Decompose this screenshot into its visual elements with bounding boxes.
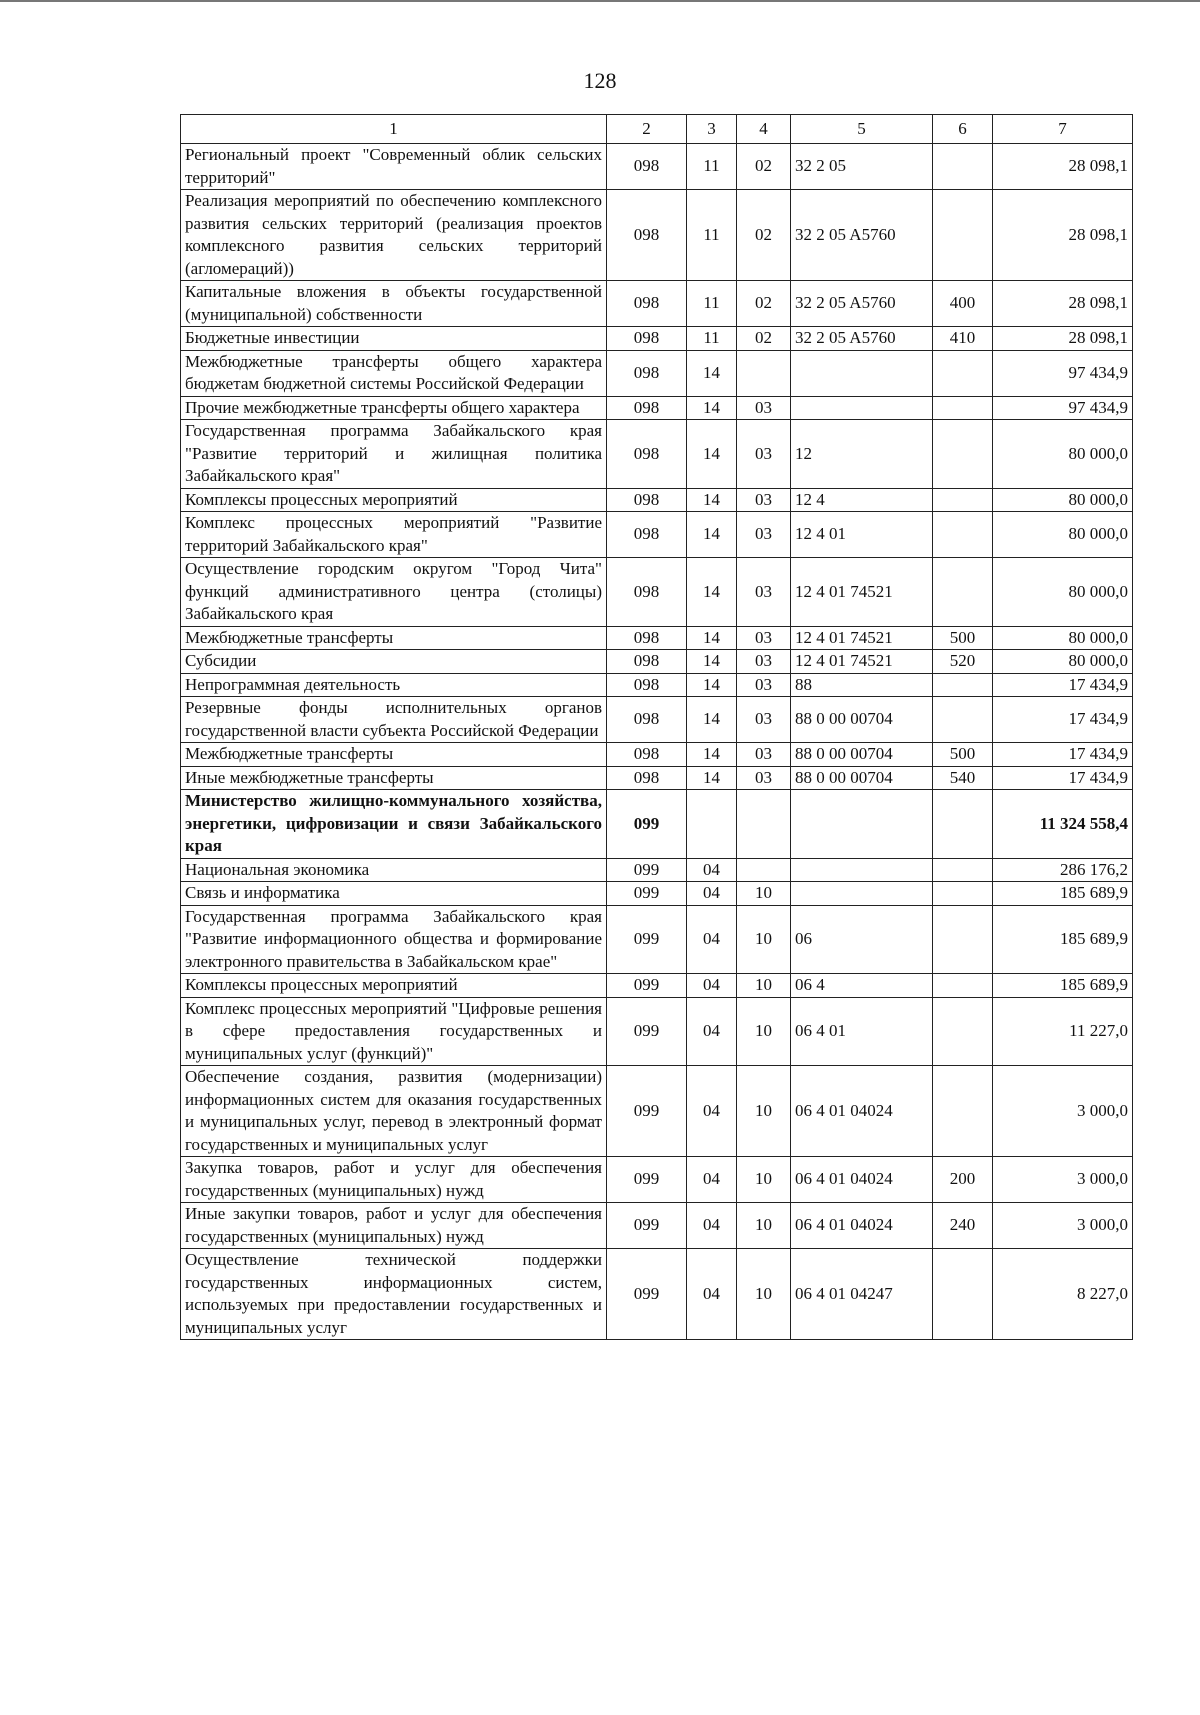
ministry-code-cell: 099 xyxy=(607,1203,687,1249)
section-code-cell: 14 xyxy=(687,697,737,743)
table-row xyxy=(181,974,1133,998)
amount-cell: 80 000,0 xyxy=(993,420,1133,489)
expense-name-cell: Иные межбюджетные трансферты xyxy=(181,766,607,790)
expense-name-cell: Резервные фонды исполнительных органов государственной власти субъекта Российской Федерации xyxy=(181,697,607,743)
column-header: 6 xyxy=(933,115,993,144)
table-row xyxy=(181,281,1133,327)
ministry-code-cell: 098 xyxy=(607,396,687,420)
table-row xyxy=(181,697,1133,743)
ministry-code-cell: 099 xyxy=(607,1066,687,1157)
expense-type-code-cell: 500 xyxy=(933,743,993,767)
expense-type-code-cell xyxy=(933,697,993,743)
amount-cell: 28 098,1 xyxy=(993,190,1133,281)
expense-name-cell: Реализация мероприятий по обеспечению комплексного развития сельских территорий (реализация проектов комплексного развития сельских территорий (агломераций)) xyxy=(181,190,607,281)
expense-type-code-cell: 400 xyxy=(933,281,993,327)
subsection-code-cell: 03 xyxy=(737,697,791,743)
subsection-code-cell: 03 xyxy=(737,673,791,697)
expense-name-cell: Государственная программа Забайкальского края "Развитие территорий и жилищная политика Забайкальского края" xyxy=(181,420,607,489)
table-row xyxy=(181,766,1133,790)
column-header: 2 xyxy=(607,115,687,144)
amount-cell: 8 227,0 xyxy=(993,1249,1133,1340)
table-row xyxy=(181,396,1133,420)
expense-type-code-cell: 540 xyxy=(933,766,993,790)
table-row xyxy=(181,512,1133,558)
amount-cell: 80 000,0 xyxy=(993,512,1133,558)
target-item-code-cell: 12 4 01 74521 xyxy=(791,650,933,674)
expense-type-code-cell xyxy=(933,858,993,882)
expense-name-cell: Межбюджетные трансферты общего характера бюджетам бюджетной системы Российской Федерации xyxy=(181,350,607,396)
table-row xyxy=(181,790,1133,859)
ministry-code-cell: 098 xyxy=(607,626,687,650)
table-row xyxy=(181,673,1133,697)
section-code-cell: 14 xyxy=(687,350,737,396)
ministry-code-cell: 099 xyxy=(607,882,687,906)
subsection-code-cell: 03 xyxy=(737,650,791,674)
ministry-code-cell: 099 xyxy=(607,997,687,1066)
ministry-code-cell: 098 xyxy=(607,697,687,743)
subsection-code-cell: 10 xyxy=(737,997,791,1066)
expense-name-cell: Межбюджетные трансферты xyxy=(181,626,607,650)
section-code-cell: 11 xyxy=(687,281,737,327)
subsection-code-cell: 02 xyxy=(737,144,791,190)
section-code-cell: 14 xyxy=(687,488,737,512)
expense-name-cell: Комплексы процессных мероприятий xyxy=(181,974,607,998)
section-code-cell: 04 xyxy=(687,905,737,974)
target-item-code-cell xyxy=(791,790,933,859)
subsection-code-cell: 03 xyxy=(737,512,791,558)
subsection-code-cell: 02 xyxy=(737,190,791,281)
expense-name-cell: Непрограммная деятельность xyxy=(181,673,607,697)
expense-name-cell: Комплексы процессных мероприятий xyxy=(181,488,607,512)
ministry-code-cell: 099 xyxy=(607,905,687,974)
expense-type-code-cell xyxy=(933,558,993,627)
expense-type-code-cell: 200 xyxy=(933,1157,993,1203)
ministry-code-cell: 098 xyxy=(607,766,687,790)
column-header: 7 xyxy=(993,115,1133,144)
subsection-code-cell: 02 xyxy=(737,281,791,327)
ministry-code-cell: 099 xyxy=(607,790,687,859)
target-item-code-cell: 12 4 01 74521 xyxy=(791,558,933,627)
expense-type-code-cell xyxy=(933,420,993,489)
amount-cell: 17 434,9 xyxy=(993,766,1133,790)
subsection-code-cell: 02 xyxy=(737,327,791,351)
ministry-code-cell: 098 xyxy=(607,281,687,327)
expense-name-cell: Связь и информатика xyxy=(181,882,607,906)
ministry-code-cell: 099 xyxy=(607,1249,687,1340)
section-code-cell xyxy=(687,790,737,859)
subsection-code-cell: 10 xyxy=(737,882,791,906)
table-row xyxy=(181,558,1133,627)
expense-name-cell: Комплекс процессных мероприятий "Цифровые решения в сфере предоставления государственных и муниципальных услуг (функций)" xyxy=(181,997,607,1066)
target-item-code-cell: 32 2 05 A5760 xyxy=(791,190,933,281)
expense-type-code-cell: 500 xyxy=(933,626,993,650)
expense-name-cell: Иные закупки товаров, работ и услуг для обеспечения государственных (муниципальных) нужд xyxy=(181,1203,607,1249)
expense-name-cell: Межбюджетные трансферты xyxy=(181,743,607,767)
subsection-code-cell: 03 xyxy=(737,626,791,650)
table-row xyxy=(181,1157,1133,1203)
amount-cell: 80 000,0 xyxy=(993,626,1133,650)
section-code-cell: 04 xyxy=(687,1157,737,1203)
table-row xyxy=(181,626,1133,650)
section-code-cell: 14 xyxy=(687,512,737,558)
target-item-code-cell xyxy=(791,858,933,882)
table-row xyxy=(181,1203,1133,1249)
target-item-code-cell: 32 2 05 A5760 xyxy=(791,327,933,351)
target-item-code-cell: 06 4 01 04024 xyxy=(791,1203,933,1249)
budget-table xyxy=(180,114,1133,1340)
expense-type-code-cell xyxy=(933,488,993,512)
target-item-code-cell: 12 xyxy=(791,420,933,489)
expense-type-code-cell xyxy=(933,882,993,906)
expense-name-cell: Обеспечение создания, развития (модернизации) информационных систем для оказания государственных и муниципальных услуг, перевод в электронный формат государственных и муниципальных услуг xyxy=(181,1066,607,1157)
target-item-code-cell xyxy=(791,396,933,420)
ministry-code-cell: 098 xyxy=(607,327,687,351)
table-row xyxy=(181,420,1133,489)
table-row xyxy=(181,350,1133,396)
amount-cell: 97 434,9 xyxy=(993,396,1133,420)
ministry-code-cell: 098 xyxy=(607,558,687,627)
subsection-code-cell: 10 xyxy=(737,1066,791,1157)
amount-cell: 80 000,0 xyxy=(993,650,1133,674)
amount-cell: 11 324 558,4 xyxy=(993,790,1133,859)
ministry-code-cell: 099 xyxy=(607,974,687,998)
ministry-code-cell: 098 xyxy=(607,144,687,190)
target-item-code-cell: 12 4 xyxy=(791,488,933,512)
section-code-cell: 04 xyxy=(687,997,737,1066)
table-row xyxy=(181,882,1133,906)
column-header: 3 xyxy=(687,115,737,144)
ministry-code-cell: 098 xyxy=(607,512,687,558)
subsection-code-cell xyxy=(737,858,791,882)
expense-name-cell: Осуществление технической поддержки государственных информационных систем, используемых при предоставлении государственных и муниципальных услуг xyxy=(181,1249,607,1340)
table-row xyxy=(181,327,1133,351)
amount-cell: 28 098,1 xyxy=(993,144,1133,190)
expense-name-cell: Капитальные вложения в объекты государственной (муниципальной) собственности xyxy=(181,281,607,327)
expense-type-code-cell: 520 xyxy=(933,650,993,674)
target-item-code-cell: 88 0 00 00704 xyxy=(791,766,933,790)
subsection-code-cell: 10 xyxy=(737,1157,791,1203)
subsection-code-cell: 10 xyxy=(737,1249,791,1340)
amount-cell: 185 689,9 xyxy=(993,974,1133,998)
subsection-code-cell: 03 xyxy=(737,396,791,420)
target-item-code-cell: 32 2 05 xyxy=(791,144,933,190)
expense-name-cell: Комплекс процессных мероприятий "Развитие территорий Забайкальского края" xyxy=(181,512,607,558)
expense-type-code-cell xyxy=(933,1066,993,1157)
subsection-code-cell: 10 xyxy=(737,1203,791,1249)
expense-type-code-cell: 410 xyxy=(933,327,993,351)
section-code-cell: 04 xyxy=(687,1066,737,1157)
table-row xyxy=(181,650,1133,674)
amount-cell: 185 689,9 xyxy=(993,882,1133,906)
subsection-code-cell: 03 xyxy=(737,766,791,790)
ministry-code-cell: 098 xyxy=(607,673,687,697)
header-row xyxy=(181,115,1133,144)
expense-type-code-cell xyxy=(933,190,993,281)
section-code-cell: 04 xyxy=(687,974,737,998)
subsection-code-cell: 10 xyxy=(737,905,791,974)
amount-cell: 3 000,0 xyxy=(993,1203,1133,1249)
ministry-code-cell: 098 xyxy=(607,420,687,489)
amount-cell: 80 000,0 xyxy=(993,558,1133,627)
section-code-cell: 04 xyxy=(687,1249,737,1340)
expense-type-code-cell xyxy=(933,512,993,558)
section-code-cell: 04 xyxy=(687,1203,737,1249)
expense-type-code-cell xyxy=(933,974,993,998)
target-item-code-cell: 88 0 00 00704 xyxy=(791,697,933,743)
expense-type-code-cell xyxy=(933,997,993,1066)
amount-cell: 28 098,1 xyxy=(993,327,1133,351)
section-code-cell: 14 xyxy=(687,743,737,767)
expense-name-cell: Национальная экономика xyxy=(181,858,607,882)
expense-type-code-cell xyxy=(933,350,993,396)
subsection-code-cell: 03 xyxy=(737,558,791,627)
ministry-code-cell: 098 xyxy=(607,650,687,674)
expense-name-cell: Прочие межбюджетные трансферты общего характера xyxy=(181,396,607,420)
expense-type-code-cell xyxy=(933,790,993,859)
column-header: 5 xyxy=(791,115,933,144)
scan-edge-line xyxy=(0,0,1200,5)
target-item-code-cell: 88 0 00 00704 xyxy=(791,743,933,767)
table-row xyxy=(181,1249,1133,1340)
expense-name-cell: Субсидии xyxy=(181,650,607,674)
amount-cell: 3 000,0 xyxy=(993,1157,1133,1203)
ministry-code-cell: 099 xyxy=(607,1157,687,1203)
table-row xyxy=(181,190,1133,281)
amount-cell: 17 434,9 xyxy=(993,673,1133,697)
expense-type-code-cell xyxy=(933,396,993,420)
section-code-cell: 11 xyxy=(687,144,737,190)
section-code-cell: 14 xyxy=(687,558,737,627)
section-code-cell: 11 xyxy=(687,190,737,281)
amount-cell: 28 098,1 xyxy=(993,281,1133,327)
target-item-code-cell: 06 4 01 04024 xyxy=(791,1157,933,1203)
expense-name-cell: Бюджетные инвестиции xyxy=(181,327,607,351)
table-row xyxy=(181,905,1133,974)
ministry-code-cell: 098 xyxy=(607,350,687,396)
column-header: 1 xyxy=(181,115,607,144)
target-item-code-cell: 06 4 01 xyxy=(791,997,933,1066)
table-row xyxy=(181,1066,1133,1157)
section-code-cell: 14 xyxy=(687,766,737,790)
expense-type-code-cell xyxy=(933,673,993,697)
amount-cell: 286 176,2 xyxy=(993,858,1133,882)
amount-cell: 17 434,9 xyxy=(993,697,1133,743)
target-item-code-cell: 06 4 01 04024 xyxy=(791,1066,933,1157)
target-item-code-cell: 12 4 01 74521 xyxy=(791,626,933,650)
table-row xyxy=(181,743,1133,767)
target-item-code-cell xyxy=(791,882,933,906)
section-code-cell: 14 xyxy=(687,396,737,420)
subsection-code-cell xyxy=(737,790,791,859)
target-item-code-cell xyxy=(791,350,933,396)
ministry-code-cell: 099 xyxy=(607,858,687,882)
target-item-code-cell: 06 4 xyxy=(791,974,933,998)
amount-cell: 97 434,9 xyxy=(993,350,1133,396)
section-code-cell: 11 xyxy=(687,327,737,351)
subsection-code-cell: 10 xyxy=(737,974,791,998)
target-item-code-cell: 06 xyxy=(791,905,933,974)
column-header: 4 xyxy=(737,115,791,144)
amount-cell: 11 227,0 xyxy=(993,997,1133,1066)
target-item-code-cell: 06 4 01 04247 xyxy=(791,1249,933,1340)
table-row xyxy=(181,144,1133,190)
section-code-cell: 14 xyxy=(687,626,737,650)
table-row xyxy=(181,488,1133,512)
section-code-cell: 14 xyxy=(687,420,737,489)
page-number: 128 xyxy=(583,68,617,93)
ministry-code-cell: 098 xyxy=(607,190,687,281)
subsection-code-cell xyxy=(737,350,791,396)
expense-name-cell: Министерство жилищно-коммунального хозяйства, энергетики, цифровизации и связи Забайкальского края xyxy=(181,790,607,859)
target-item-code-cell: 32 2 05 A5760 xyxy=(791,281,933,327)
expense-type-code-cell: 240 xyxy=(933,1203,993,1249)
subsection-code-cell: 03 xyxy=(737,743,791,767)
ministry-code-cell: 098 xyxy=(607,488,687,512)
ministry-code-cell: 098 xyxy=(607,743,687,767)
section-code-cell: 04 xyxy=(687,882,737,906)
target-item-code-cell: 12 4 01 xyxy=(791,512,933,558)
subsection-code-cell: 03 xyxy=(737,488,791,512)
section-code-cell: 14 xyxy=(687,673,737,697)
expense-name-cell: Закупка товаров, работ и услуг для обеспечения государственных (муниципальных) нужд xyxy=(181,1157,607,1203)
section-code-cell: 14 xyxy=(687,650,737,674)
table-row xyxy=(181,997,1133,1066)
expense-type-code-cell xyxy=(933,144,993,190)
section-code-cell: 04 xyxy=(687,858,737,882)
table-row xyxy=(181,858,1133,882)
expense-name-cell: Осуществление городским округом "Город Чита" функций административного центра (столицы) Забайкальского края xyxy=(181,558,607,627)
amount-cell: 80 000,0 xyxy=(993,488,1133,512)
amount-cell: 185 689,9 xyxy=(993,905,1133,974)
expense-name-cell: Государственная программа Забайкальского края "Развитие информационного общества и формирование электронного правительства в Забайкальском крае" xyxy=(181,905,607,974)
target-item-code-cell: 88 xyxy=(791,673,933,697)
amount-cell: 17 434,9 xyxy=(993,743,1133,767)
subsection-code-cell: 03 xyxy=(737,420,791,489)
expense-type-code-cell xyxy=(933,1249,993,1340)
expense-name-cell: Региональный проект "Современный облик сельских территорий" xyxy=(181,144,607,190)
amount-cell: 3 000,0 xyxy=(993,1066,1133,1157)
expense-type-code-cell xyxy=(933,905,993,974)
